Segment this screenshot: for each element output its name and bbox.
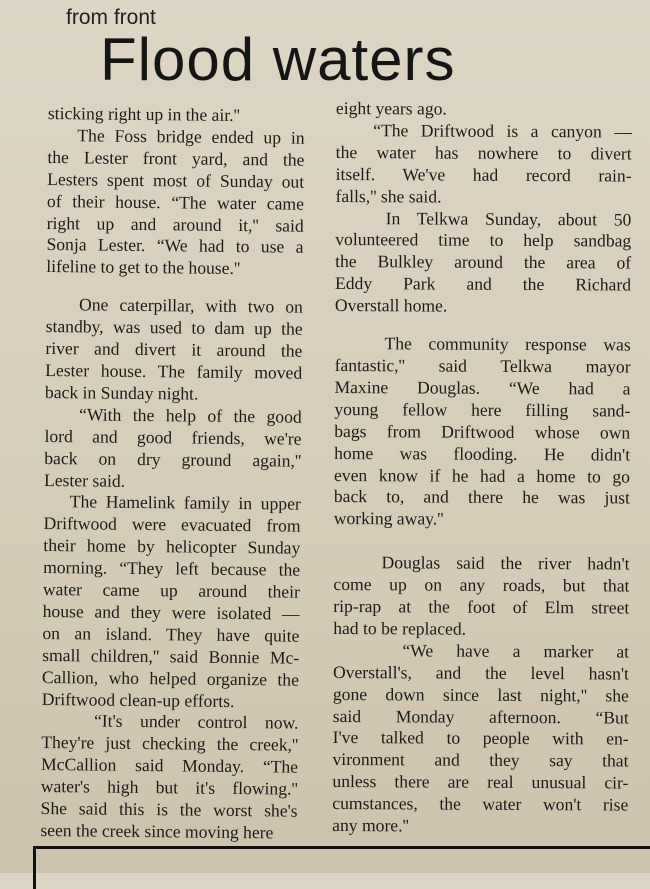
text-line: vironment and they say that	[332, 749, 629, 771]
text-line: standby, was used to dam up the	[45, 316, 303, 339]
text-line: volunteered time to help sandbag	[335, 229, 632, 251]
text-line: the Bulkley around the area of	[335, 251, 632, 273]
text-line: right up and around it,'' said	[46, 212, 304, 236]
text-line: water's high but it's flowing.''	[40, 776, 298, 799]
text-line: “The Driftwood is a canyon —	[335, 119, 632, 142]
paragraph-gap	[334, 530, 630, 554]
text-line: on an island. They have quite	[42, 622, 300, 646]
text-line: cumstances, the water won't rise	[332, 793, 629, 815]
text-line: “With the help of the good	[44, 403, 302, 427]
text-line: Sonja Lester. “We had to use a	[46, 234, 304, 258]
text-line: Callion, who helped organize the	[41, 666, 300, 690]
text-line: “It's under control now.	[41, 710, 299, 734]
text-line: Lester said.	[43, 469, 126, 491]
text-line: “We have a marker at	[333, 639, 630, 662]
text-line: The Hamelink family in upper	[43, 491, 301, 515]
text-line: Lester house. The family moved	[45, 359, 303, 383]
text-line: seen the creek since moving here	[40, 819, 274, 843]
kicker-label: from front	[66, 6, 156, 29]
text-line: morning. “They left because the	[43, 557, 301, 580]
text-line: Driftwood clean-up efforts.	[41, 688, 235, 711]
text-line: the Lester front yard, and the	[47, 146, 305, 170]
text-line: lord and good friends, we're	[44, 425, 302, 449]
text-line: Overstall home.	[334, 295, 448, 316]
text-line: come up on any roads, but that	[333, 574, 630, 596]
text-line: itself. We've had record rain-	[335, 163, 632, 186]
text-line: fantastic,'' said Telkwa mayor	[334, 354, 631, 377]
text-line: had to be replaced.	[333, 617, 467, 639]
text-line: Douglas said the river hadn't	[333, 552, 630, 574]
text-line: The community response was	[334, 333, 631, 355]
text-line: gone down since last night,'' she	[332, 683, 629, 706]
text-line: house and they were isolated —	[42, 600, 300, 624]
text-line: small children,'' said Bonnie Mc-	[42, 644, 300, 668]
text-line: their home by helicopter Sunday	[43, 535, 301, 558]
text-line: I've talked to people with en-	[332, 727, 629, 750]
text-line: sticking right up in the air.''	[47, 103, 241, 126]
text-line: Lesters spent most of Sunday out	[47, 168, 305, 192]
text-line: Driftwood were evacuated from	[43, 513, 301, 536]
text-line: They're just checking the creek,''	[41, 732, 299, 756]
text-line: eight years ago.	[335, 98, 447, 119]
text-line: working away.''	[333, 508, 444, 529]
left-column	[40, 103, 305, 845]
text-line: any more.''	[332, 815, 409, 836]
text-line: Maxine Douglas. “We had a	[334, 376, 631, 399]
text-line: falls,'' she said.	[335, 185, 442, 207]
text-line: rip-rap at the foot of Elm street	[333, 596, 630, 618]
text-line: She said this is the worst she's	[40, 798, 298, 821]
text-line: One caterpillar, with two on	[45, 294, 303, 317]
text-line: even know if he had a home to go	[333, 464, 631, 487]
text-line: bags from Driftwood whose own	[334, 420, 631, 443]
text-line: home was flooding. He didn't	[334, 442, 631, 465]
text-line: the water has nowhere to divert	[335, 141, 632, 164]
headline: Flood waters	[100, 26, 456, 93]
text-line: The Foss bridge ended up in	[47, 124, 305, 148]
text-line: back on dry ground again,''	[44, 447, 302, 471]
text-line: young fellow here filling sand-	[334, 398, 631, 421]
text-line: river and divert it around the	[45, 338, 303, 361]
text-line: Eddy Park and the Richard	[334, 273, 632, 295]
paragraph-gap	[335, 317, 631, 335]
text-line: back to, and there he was just	[333, 486, 630, 508]
text-line: lifeline to get to the house.''	[46, 256, 241, 279]
right-column	[332, 98, 632, 839]
text-line: unless there are real unusual cir-	[332, 771, 629, 793]
text-line: McCallion said Monday. “The	[40, 754, 299, 777]
text-line: said Monday afternoon. “But	[332, 705, 629, 728]
text-line: back in Sunday night.	[44, 381, 199, 404]
text-line: In Telkwa Sunday, about 50	[335, 207, 632, 230]
text-line: Overstall's, and the level hasn't	[332, 661, 630, 684]
text-line: water came up around their	[42, 579, 301, 602]
text-line: of their house. “The water came	[46, 190, 305, 214]
next-article-box	[33, 846, 650, 889]
